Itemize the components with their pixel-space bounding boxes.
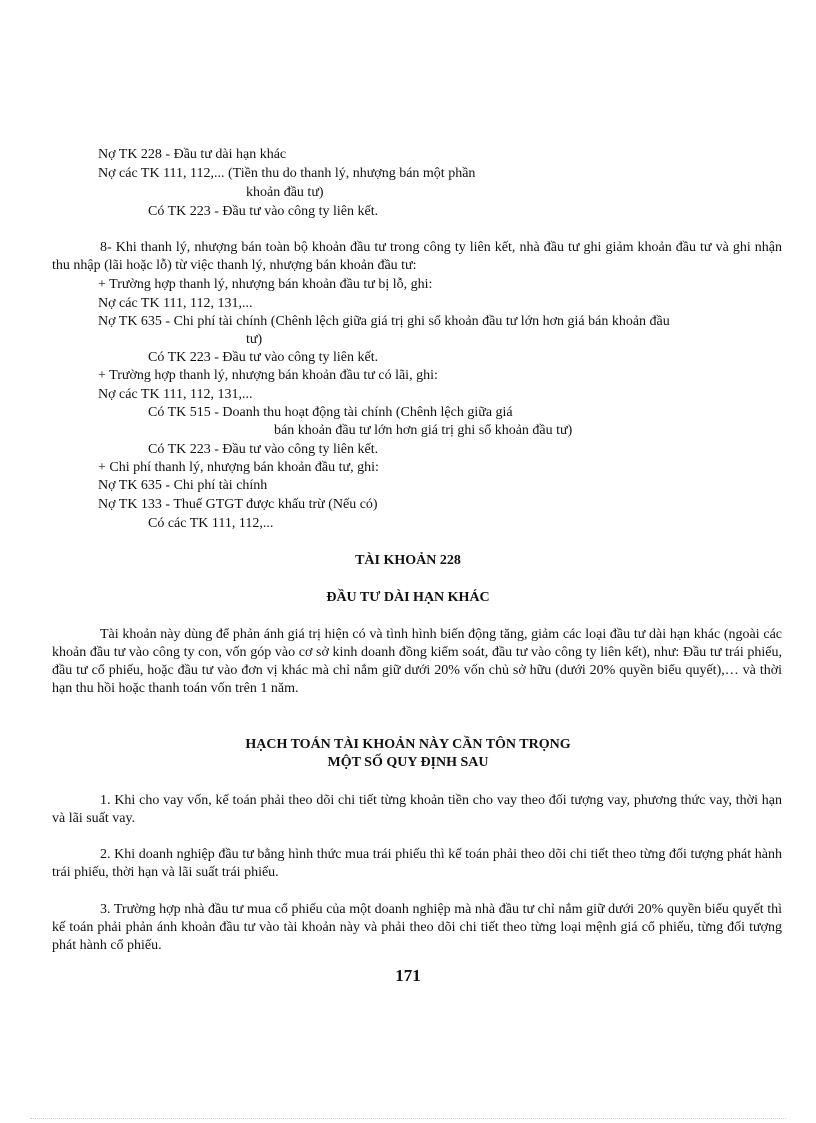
entry-line: Có TK 223 - Đầu tư vào công ty liên kết. (148, 204, 379, 219)
rules-heading-line-2: MỘT SỐ QUY ĐỊNH SAU (327, 755, 489, 770)
entry-line: Có TK 223 - Đầu tư vào công ty liên kết. (148, 442, 379, 457)
paragraph-8: 8- Khi thanh lý, nhượng bán toàn bộ khoản đầu tư trong công ty liên kết, nhà đầu tư ghi giảm khoản đầu tư và ghi nhận thu nhập (lãi hoặc lỗ) từ việc thanh lý, nhượng bán khoản đầu tư: (52, 240, 782, 273)
entry-line: khoản đầu tư) (246, 185, 324, 200)
entry-line: Có TK 223 - Đầu tư vào công ty liên kết. (148, 350, 379, 365)
entry-line: Nợ các TK 111, 112, 131,... (98, 387, 253, 402)
rules-heading-line-1: HẠCH TOÁN TÀI KHOẢN NÀY CẦN TÔN TRỌNG (245, 737, 571, 752)
page-number: 171 (395, 966, 421, 985)
account-heading: TÀI KHOẢN 228 (355, 553, 461, 568)
entry-line: Nợ TK 635 - Chi phí tài chính (98, 478, 268, 493)
entry-line: Nợ các TK 111, 112,... (Tiền thu do thanh lý, nhượng bán một phần (98, 166, 476, 181)
entry-line: Nợ TK 133 - Thuế GTGT được khấu trừ (Nếu có) (98, 497, 378, 512)
account-name-heading: ĐẦU TƯ DÀI HẠN KHÁC (326, 590, 490, 605)
entry-line: + Chi phí thanh lý, nhượng bán khoản đầu tư, ghi: (98, 460, 379, 475)
entry-line: Có TK 515 - Doanh thu hoạt động tài chính (Chênh lệch giữa giá (148, 405, 513, 420)
entry-line: + Trường hợp thanh lý, nhượng bán khoản đầu tư bị lỗ, ghi: (98, 277, 433, 292)
entry-line: Nợ TK 635 - Chi phí tài chính (Chênh lệch giữa giá trị ghi sổ khoản đầu tư lớn hơn giá bán khoản đầu (98, 314, 670, 329)
rule-2: 2. Khi doanh nghiệp đầu tư bằng hình thức mua trái phiếu thì kế toán phải theo dõi chi tiết theo từng đối tượng phát hành trái phiếu, thời hạn và lãi suất trái phiếu. (52, 847, 782, 880)
entry-line: Nợ TK 228 - Đầu tư dài hạn khác (98, 147, 287, 162)
page-divider (30, 1118, 786, 1119)
entry-line: bán khoản đầu tư lớn hơn giá trị ghi sổ khoản đầu tư) (274, 423, 573, 438)
rule-3: 3. Trường hợp nhà đầu tư mua cổ phiếu của một doanh nghiệp mà nhà đầu tư chỉ nắm giữ dưới 20% quyền biểu quyết thì kế toán phải phản ánh khoản đầu tư vào tài khoản này và phải theo dõi chi tiết theo từng loại mệnh giá cổ phiếu, từng đối tượng phát hành cổ phiếu. (52, 902, 782, 953)
entry-line: tư) (246, 332, 263, 347)
rule-1: 1. Khi cho vay vốn, kế toán phải theo dõi chi tiết từng khoản tiền cho vay theo đối tượng vay, phương thức vay, thời hạn và lãi suất vay. (52, 793, 782, 826)
entry-line: Có các TK 111, 112,... (148, 516, 274, 531)
entry-line: Nợ các TK 111, 112, 131,... (98, 296, 253, 311)
entry-line: + Trường hợp thanh lý, nhượng bán khoản đầu tư có lãi, ghi: (98, 368, 438, 383)
intro-paragraph: Tài khoản này dùng để phản ánh giá trị hiện có và tình hình biến động tăng, giảm các loại đầu tư dài hạn khác (ngoài các khoản đầu tư vào công ty con, vốn góp vào cơ sở kinh doanh đồng kiểm soát, đầu tư vào công ty liên kết), như: Đầu tư trái phiếu, đầu tư cổ phiếu, hoặc đầu tư vào đơn vị khác mà chỉ nắm giữ dưới 20% vốn chủ sở hữu (dưới 20% quyền biểu quyết),… và thời hạn thu hồi hoặc thanh toán vốn trên 1 năm. (52, 627, 782, 696)
